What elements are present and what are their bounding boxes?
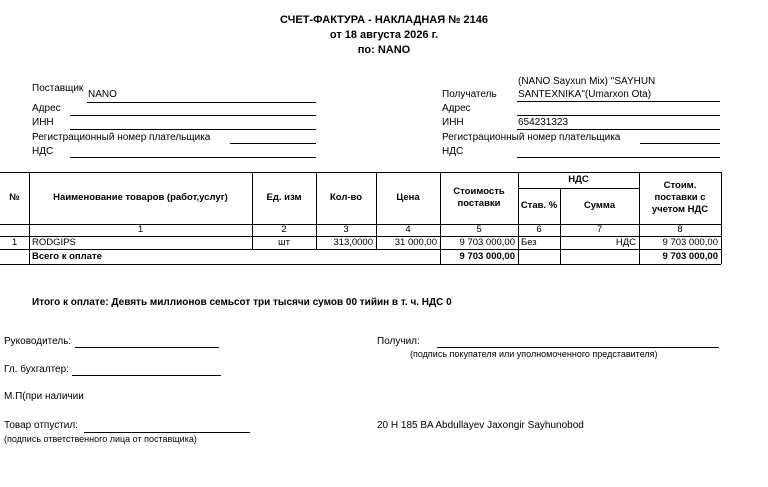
total-cost: 9 703 000,00	[459, 250, 515, 262]
col-number: 6	[536, 224, 542, 235]
col-header-num: №	[9, 192, 20, 203]
recipient-name-line	[517, 101, 720, 102]
recipient-nds-label: НДС	[442, 146, 464, 157]
director-label: Руководитель:	[4, 336, 72, 347]
col-header-cost: Стоимость поставки	[453, 186, 505, 209]
supplier-inn-line	[70, 129, 316, 130]
recipient-inn: 654231323	[518, 117, 569, 128]
supplier-reg-label: Регистрационный номер плательщика	[32, 132, 211, 143]
col-number: 5	[476, 224, 482, 235]
total-with-nds: 9 703 000,00	[662, 250, 718, 262]
col-number: 7	[596, 224, 603, 235]
col-header-nds-rate: Став. %	[520, 200, 558, 211]
row-name: RODGIPS	[32, 236, 76, 248]
recipient-nds-line	[517, 157, 720, 158]
supplier-nds-label: НДС	[32, 146, 54, 157]
supplier-inn-label: ИНН	[32, 117, 54, 128]
supplier-name-line	[87, 102, 316, 103]
row-num: 1	[11, 236, 18, 248]
row-qty: 313,0000	[333, 236, 373, 248]
total-in-words: Итого к оплате: Девять миллионов семьсот три тысячи сумов 00 тийин в т. ч. НДС 0	[32, 297, 452, 308]
col-header-name: Наименование товаров (работ,услуг)	[53, 192, 228, 203]
recipient-label: Получатель	[442, 89, 497, 100]
recipient-name-line1: (NANO Sayxun Mix) "SAYHUN	[518, 76, 656, 87]
director-signature-line	[75, 347, 219, 348]
supplier-address-line	[70, 115, 316, 116]
recipient-name-line2: SANTEXNIKA"(Umarxon Ota)	[518, 89, 652, 100]
row-total: 9 703 000,00	[662, 236, 718, 248]
col-header-qty: Кол-во	[329, 192, 363, 203]
received-note: (подпись покупателя или уполномоченного представителя)	[410, 349, 658, 359]
col-header-unit: Ед. изм	[266, 192, 302, 203]
col-number: 1	[137, 224, 144, 235]
row-cost: 9 703 000,00	[459, 236, 515, 248]
recipient-address-label: Адрес	[442, 103, 471, 114]
supplier-address-label: Адрес	[32, 103, 61, 114]
recipient-reg-label: Регистрационный номер плательщика	[442, 132, 621, 143]
total-label: Всего к оплате	[32, 250, 102, 262]
recipient-inn-label: ИНН	[442, 117, 464, 128]
row-nds-sum: НДС	[615, 236, 636, 248]
released-signature-line	[84, 432, 250, 433]
released-label: Товар отпустил:	[4, 420, 78, 431]
released-note: (подпись ответственного лица от поставщика)	[4, 434, 197, 444]
supplier-name: NANO	[88, 89, 117, 100]
vehicle-driver: 20 H 185 BA Abdullayev Jaxongir Sayhunobod	[377, 420, 584, 431]
recipient-reg-line	[640, 143, 720, 144]
supplier-reg-line	[230, 143, 316, 144]
supplier-label: Поставщик	[32, 83, 84, 94]
col-number: 8	[677, 224, 683, 235]
invoice-basis: по: NANO	[357, 44, 411, 56]
col-number: 3	[343, 224, 349, 235]
col-number: 4	[405, 224, 411, 235]
accountant-signature-line	[72, 375, 221, 376]
col-header-total: Стоим. поставки с учетом НДС	[651, 180, 709, 215]
received-label: Получил:	[377, 336, 420, 347]
stamp-label: М.П(при наличии	[4, 391, 84, 402]
received-signature-line	[437, 347, 719, 348]
col-header-price: Цена	[396, 192, 420, 203]
recipient-address-line	[517, 115, 720, 116]
row-price: 31 000,00	[394, 236, 437, 248]
invoice-date: от 18 августа 2026 г.	[329, 29, 439, 41]
col-number: 2	[281, 224, 287, 235]
col-header-nds-sum: Сумма	[583, 200, 616, 211]
row-unit: шт	[278, 236, 290, 248]
invoice-title: СЧЕТ-ФАКТУРА - НАКЛАДНАЯ № 2146	[280, 14, 488, 26]
col-header-nds: НДС	[568, 174, 589, 185]
row-nds-rate: Без	[521, 236, 537, 248]
accountant-label: Гл. бухгалтер:	[4, 364, 69, 375]
recipient-inn-line	[517, 129, 720, 130]
supplier-nds-line	[70, 157, 316, 158]
